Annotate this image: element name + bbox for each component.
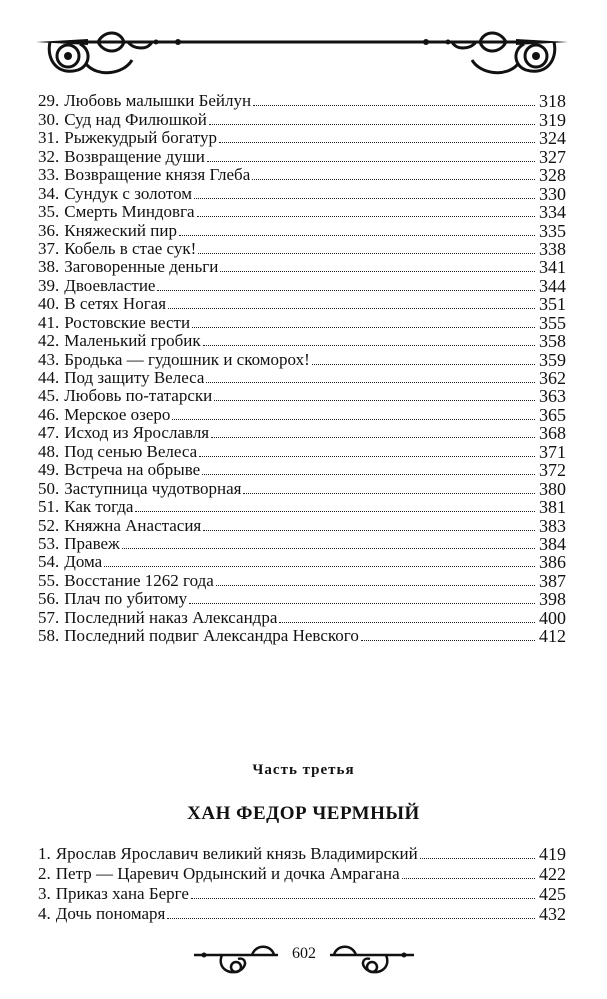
entry-page: 330 <box>539 183 566 204</box>
entry-title: Под сенью Велеса <box>64 442 198 461</box>
dot-leader <box>189 603 535 604</box>
dot-leader <box>219 142 535 143</box>
entry-page: 386 <box>539 552 566 573</box>
entry-page: 319 <box>539 109 566 130</box>
toc-entry <box>38 276 566 294</box>
toc-entry <box>38 166 566 184</box>
entry-number: 44. <box>38 368 60 387</box>
dot-leader <box>198 253 535 254</box>
entry-number: 40. <box>38 294 60 314</box>
entry-page: 383 <box>539 515 566 536</box>
entry-number: 49. <box>38 460 60 480</box>
entry-title: Двоевластие <box>64 276 156 295</box>
entry-title: Последний наказ Александра <box>64 608 278 627</box>
entry-page: 327 <box>539 146 566 167</box>
entry-title: Дома <box>64 553 103 572</box>
toc-entry <box>38 627 566 645</box>
entry-page: 387 <box>539 570 566 591</box>
toc-entry <box>38 516 566 534</box>
entry-number: 54. <box>38 552 60 572</box>
entry-title: Сундук с золотом <box>64 184 193 203</box>
entry-number: 35. <box>38 202 60 222</box>
entry-number: 52. <box>38 515 60 535</box>
entry-number: 4. <box>38 904 51 923</box>
toc-entry <box>38 442 566 460</box>
entry-page: 363 <box>539 386 566 407</box>
entry-title: Кобель в стае сук! <box>64 239 197 258</box>
entry-number: 36. <box>38 220 60 240</box>
dot-leader <box>252 179 535 180</box>
part-title: ХАН ФЕДОР ЧЕРМНЫЙ <box>187 803 420 824</box>
entry-page: 400 <box>539 607 566 628</box>
entry-number: 33. <box>38 165 60 185</box>
entry-number: 45. <box>38 386 60 406</box>
entry-title: Княжеский пир <box>64 221 177 240</box>
dot-leader <box>104 566 535 567</box>
entry-title: Правеж <box>64 534 120 553</box>
entry-number: 58. <box>38 626 60 646</box>
dot-leader <box>207 161 535 162</box>
toc-entry <box>38 405 566 423</box>
page-footer <box>0 935 607 981</box>
dot-leader <box>216 585 535 586</box>
toc-entry <box>38 110 566 128</box>
entry-title: Бродька — гудошник и скоморох! <box>64 350 310 369</box>
entry-number: 39. <box>38 275 60 295</box>
toc-entry <box>38 369 566 387</box>
entry-number: 42. <box>38 331 60 351</box>
entry-title: Мерское озеро <box>64 405 171 424</box>
entry-number: 41. <box>38 312 60 332</box>
entry-title: Приказ хана Берге <box>55 885 189 903</box>
dot-leader <box>214 400 535 401</box>
entry-page: 318 <box>539 91 566 112</box>
toc-entry <box>38 258 566 276</box>
toc-entry <box>38 903 566 923</box>
dot-leader <box>197 216 535 217</box>
toc-entry <box>38 590 566 608</box>
entry-title: Возвращение князя Глеба <box>64 166 251 185</box>
dot-leader <box>194 198 535 199</box>
entry-title: Петр — Царевич Ордынский и дочка Амрагана <box>55 865 400 883</box>
dot-leader <box>167 918 535 919</box>
entry-title: В сетях Ногая <box>64 295 167 314</box>
entry-title: Ярослав Ярославич великий князь Владимирский <box>55 845 418 863</box>
entry-number: 31. <box>38 128 60 148</box>
entry-page: 334 <box>539 202 566 223</box>
entry-page: 335 <box>539 220 566 241</box>
entry-title: Под защиту Велеса <box>64 369 205 387</box>
entry-title: Рыжекудрый богатур <box>64 129 217 148</box>
entry-page: 372 <box>539 460 566 481</box>
entry-page: 425 <box>539 884 566 904</box>
entry-page: 328 <box>539 165 566 186</box>
entry-page: 380 <box>539 478 566 499</box>
entry-title: Любовь по-татарски <box>64 387 213 406</box>
entry-title: Княжна Анастасия <box>64 516 202 535</box>
entry-page: 371 <box>539 441 566 462</box>
entry-title: Смерть Миндовга <box>64 203 195 222</box>
dot-leader <box>279 622 535 623</box>
entry-page: 368 <box>539 423 566 444</box>
entry-number: 51. <box>38 497 60 517</box>
entry-title: Возвращение души <box>64 147 205 166</box>
entry-number: 43. <box>38 349 60 369</box>
toc-entry <box>38 295 566 313</box>
toc-entry <box>38 863 566 883</box>
toc-entry <box>38 883 566 903</box>
entry-number: 46. <box>38 404 60 424</box>
dot-leader <box>243 493 535 494</box>
entry-title: Заговоренные деньги <box>64 258 219 277</box>
dot-leader <box>135 511 535 512</box>
toc-entry <box>38 498 566 516</box>
dot-leader <box>420 858 535 859</box>
dot-leader <box>191 898 535 899</box>
table-of-contents <box>38 92 566 645</box>
entry-number: 38. <box>38 257 60 277</box>
footer-ornament-left <box>192 935 282 981</box>
entry-title: Плач по убитому <box>64 590 188 609</box>
toc-entry <box>38 332 566 350</box>
entry-page: 355 <box>539 312 566 333</box>
dot-leader <box>199 456 535 457</box>
entry-number: 3. <box>38 884 51 903</box>
dot-leader <box>312 364 535 365</box>
entry-title: Ростовские вести <box>64 313 191 332</box>
dot-leader <box>220 271 535 272</box>
entry-page: 359 <box>539 349 566 370</box>
entry-page: 432 <box>539 904 566 924</box>
entry-page: 365 <box>539 404 566 425</box>
entry-number: 32. <box>38 146 60 166</box>
entry-page: 362 <box>539 368 566 388</box>
dot-leader <box>122 548 535 549</box>
entry-page: 338 <box>539 238 566 259</box>
entry-number: 34. <box>38 183 60 203</box>
toc-entry <box>38 92 566 110</box>
dot-leader <box>157 290 535 291</box>
toc-entry <box>38 461 566 479</box>
dot-leader <box>203 530 535 531</box>
entry-number: 47. <box>38 423 60 443</box>
entry-number: 57. <box>38 607 60 627</box>
dot-leader <box>211 437 535 438</box>
entry-number: 2. <box>38 864 51 883</box>
entry-title: Заступница чудотворная <box>64 479 242 498</box>
dot-leader <box>209 124 535 125</box>
header-ornament <box>28 20 576 80</box>
entry-title: Последний подвиг Александра Невского <box>64 627 359 646</box>
entry-page: 341 <box>539 257 566 278</box>
toc-entry <box>38 184 566 202</box>
entry-page: 351 <box>539 294 566 315</box>
toc-entry <box>38 221 566 239</box>
table-of-contents-part-3 <box>38 843 566 923</box>
toc-entry <box>38 313 566 331</box>
entry-title: Дочь пономаря <box>55 905 166 923</box>
entry-number: 48. <box>38 441 60 461</box>
entry-title: Встреча на обрыве <box>64 461 201 480</box>
toc-entry <box>38 129 566 147</box>
toc-entry <box>38 479 566 497</box>
dot-leader <box>179 235 535 236</box>
entry-title: Как тогда <box>64 498 134 517</box>
entry-number: 55. <box>38 570 60 590</box>
toc-entry <box>38 240 566 258</box>
toc-entry <box>38 571 566 589</box>
entry-number: 53. <box>38 533 60 553</box>
dot-leader <box>402 878 535 879</box>
dot-leader <box>361 640 535 641</box>
entry-page: 419 <box>539 844 566 864</box>
toc-entry <box>38 843 566 863</box>
entry-page: 422 <box>539 864 566 884</box>
toc-entry <box>38 387 566 405</box>
dot-leader <box>192 327 535 328</box>
entry-title: Любовь малышки Бейлун <box>64 92 252 111</box>
footer-ornament-right <box>326 935 416 981</box>
entry-page: 358 <box>539 331 566 352</box>
toc-entry <box>38 535 566 553</box>
entry-page: 381 <box>539 497 566 518</box>
dot-leader <box>253 105 535 106</box>
entry-title: Восстание 1262 года <box>64 571 214 590</box>
dot-leader <box>203 345 535 346</box>
toc-entry <box>38 147 566 165</box>
entry-page: 344 <box>539 275 566 296</box>
dot-leader <box>206 382 535 383</box>
entry-title: Суд над Филюшкой <box>64 110 207 129</box>
entry-page: 384 <box>539 533 566 554</box>
entry-number: 56. <box>38 589 60 609</box>
part-label: Часть третья <box>252 762 355 778</box>
entry-page: 398 <box>539 589 566 610</box>
entry-page: 324 <box>539 128 566 149</box>
toc-entry <box>38 203 566 221</box>
entry-number: 30. <box>38 109 60 129</box>
toc-entry <box>38 608 566 626</box>
entry-title: Исход из Ярославля <box>64 424 210 443</box>
toc-entry <box>38 424 566 442</box>
entry-number: 37. <box>38 238 60 258</box>
dot-leader <box>168 308 535 309</box>
dot-leader <box>202 474 535 475</box>
entry-number: 1. <box>38 844 51 863</box>
toc-entry <box>38 553 566 571</box>
page-number: 602 <box>292 945 316 962</box>
entry-number: 50. <box>38 478 60 498</box>
dot-leader <box>172 419 535 420</box>
toc-entry <box>38 350 566 368</box>
entry-number: 29. <box>38 91 60 111</box>
entry-page: 412 <box>539 626 566 647</box>
entry-title: Маленький гробик <box>64 332 201 351</box>
